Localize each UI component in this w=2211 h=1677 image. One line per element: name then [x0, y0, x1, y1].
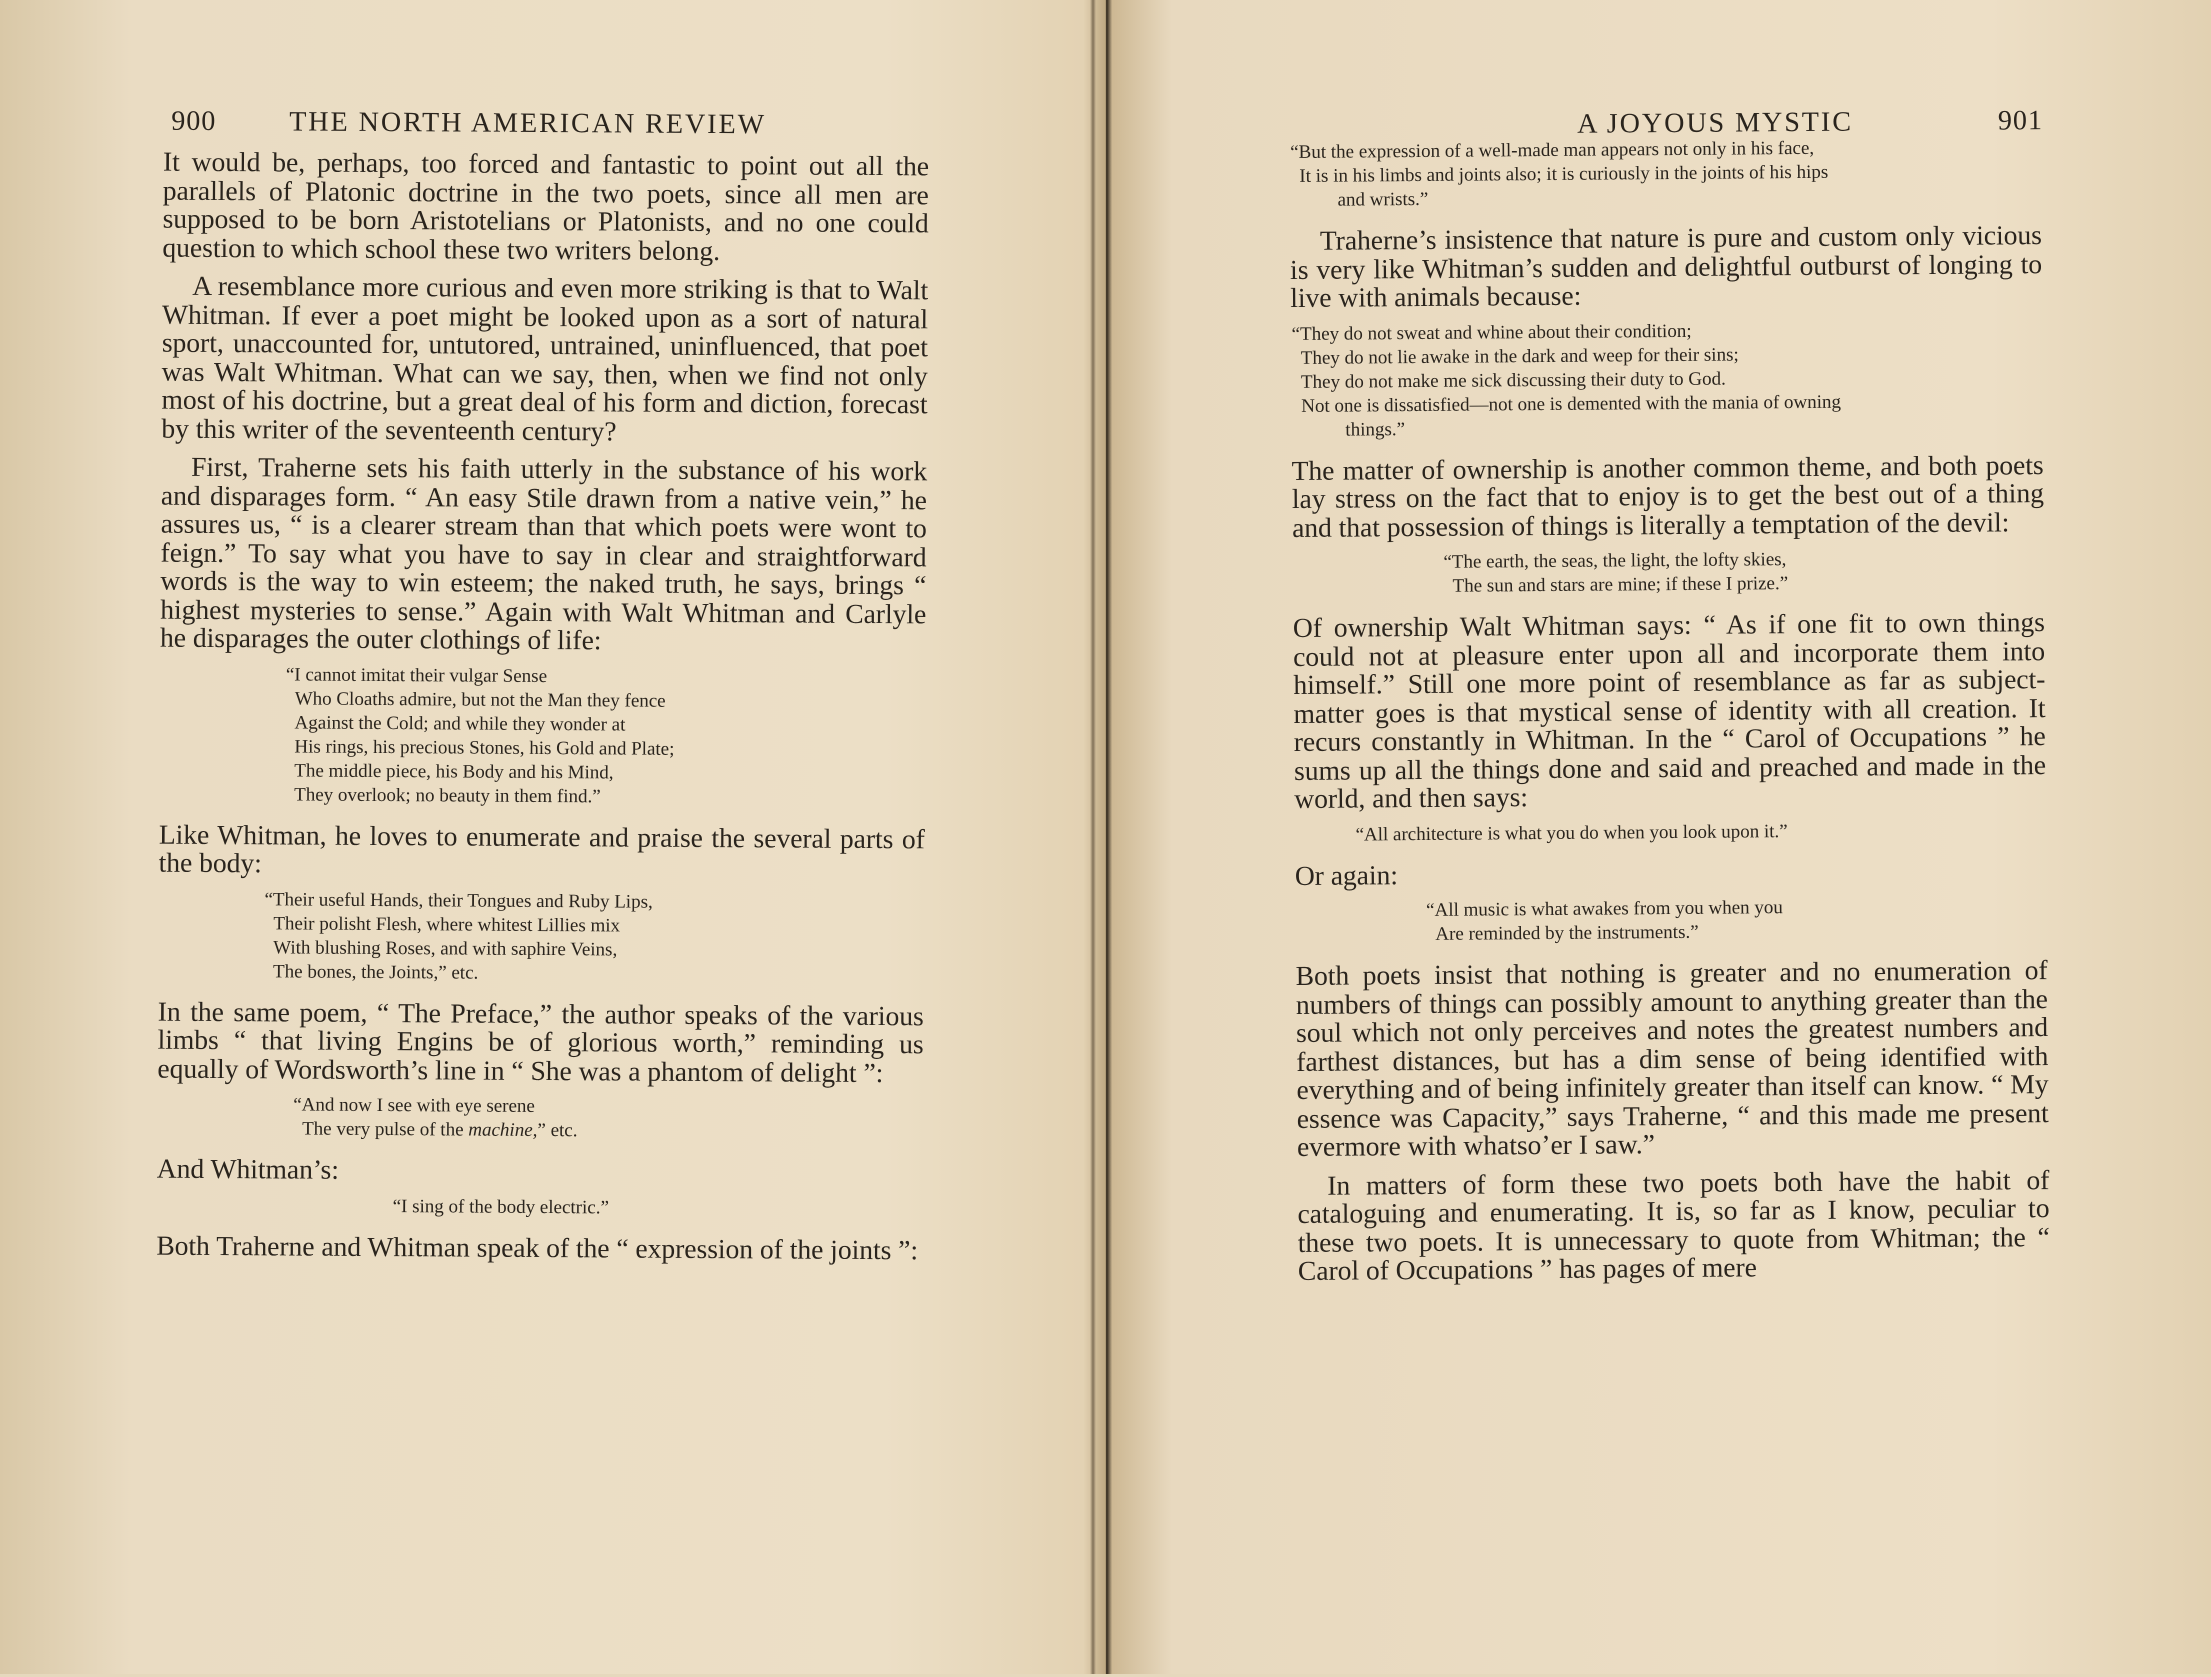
verse-quote — [1426, 894, 2047, 947]
verse-quote — [1290, 135, 2042, 213]
verse-line: “They do not sweat and whine about their condition; — [1291, 320, 1692, 345]
right-page — [1282, 0, 2075, 1677]
verse-line: Not one is dissatisfied—not one is demented with the mania of owning — [1301, 391, 1842, 417]
verse-line: They do not lie awake in the dark and weep for their sins; — [1300, 343, 1739, 369]
left-running-head — [149, 106, 939, 147]
left-page-number: 900 — [171, 105, 217, 137]
right-running-title: A JOYOUS MYSTIC — [1577, 106, 1854, 140]
paragraph: Both poets insist that nothing is greater and no enumeration of numbers of things can possibly amount to anything greater than the soul which not only perceives and notes the greatest numbers and farthest distances, but has a dim sense of being identified with everything and of being infinitely greater than itself can know. “ My essence was Capacity,” says Traherne, “ and this made me present evermore with whatso’er I saw.” — [1295, 954, 2049, 1162]
verse-line: They do not make me sick discussing their duty to God. — [1300, 368, 1726, 393]
verse-text: The very pulse of the — [302, 1118, 469, 1141]
paragraph: Traherne’s insistence that nature is pure and custom only vicious is very like Whitman’s sudden and delightful outburst of longing to live with animals because: — [1289, 219, 2043, 314]
verse-line: things.” — [1345, 418, 1406, 441]
verse-line: “All music is what awakes from you when you — [1426, 897, 1783, 921]
paragraph: Of ownership Walt Whitman says: “ As if one fit to own things could not at pleasure enter upon all and incorporate them into himself.” Still one more point of resemblance as far as subject-matter goes is that mystical sense of identity with all creation. It recurs constantly in Whitman. In the “ Carol of Occupations ” he sums up all the things done and said and preached and made in the world, and then says: — [1292, 606, 2047, 814]
left-body-text — [156, 145, 930, 1275]
paragraph: A resemblance more curious and even more striking is that to Walt Whitman. If ever a poet might be looked upon as a sort of natural sport, unaccounted for, untutored, untrained, uninfluenced, that poet was Walt Whitman. What can we say, then, when we find not only most of his doctrine, but a great deal of his form and diction, forecast by this writer of the seventeenth century? — [161, 269, 929, 446]
right-body-text — [1289, 135, 2050, 1295]
verse-line: Their polisht Flesh, where whitest Lillies mix — [273, 912, 621, 936]
paragraph: It would be, perhaps, too forced and fantastic to point out all the parallels of Platonic doctrine in the two poets, since all men are supposed to be born Aristotelians or Platonists, and no one could question to which school these two writers belong. — [162, 145, 930, 266]
verse-line: “The earth, the seas, the light, the lofty skies, — [1443, 549, 1787, 573]
verse-line: The middle piece, his Body and his Mind, — [294, 759, 614, 783]
verse-line: “But the expression of a well-made man appears not only in his face, — [1290, 137, 1815, 164]
right-page-number: 901 — [1997, 105, 2044, 137]
paragraph: Or again: — [1294, 858, 1399, 891]
verse-line: “Their useful Hands, their Tongues and Ruby Lips, — [264, 888, 653, 913]
verse-quote — [1355, 818, 2046, 847]
verse-quote — [392, 1195, 923, 1222]
verse-line: The bones, the Joints,” etc. — [272, 960, 479, 984]
verse-line: “I cannot imitat their vulgar Sense — [285, 663, 548, 687]
verse-line: It is in his limbs and joints also; it is curiously in the joints of his hips — [1299, 161, 1829, 187]
verse-line — [302, 1118, 923, 1146]
book-gutter — [1090, 0, 1096, 1674]
verse-line: “I sing of the body electric.” — [392, 1195, 610, 1218]
verse-line: With blushing Roses, and with saphire Veins, — [273, 936, 618, 960]
paragraph: And Whitman’s: — [156, 1152, 340, 1185]
paragraph: Both Traherne and Whitman speak of the “ expression of the joints ”: — [156, 1229, 919, 1265]
left-running-title: THE NORTH AMERICAN REVIEW — [289, 106, 767, 141]
paragraph: The matter of ownership is another common theme, and both poets lay stress on the fact that to enjoy is to get the best out of a thing and that possession of things is literally a temptation of the devil: — [1291, 448, 2045, 543]
verse-line: They overlook; no beauty in them find.” — [294, 783, 601, 807]
verse-line: “All architecture is what you do when you look upon it.” — [1355, 820, 1788, 846]
verse-quote — [264, 888, 925, 988]
verse-emphasis: machine, — [468, 1119, 538, 1141]
verse-line: Against the Cold; and while they wonder at — [294, 711, 626, 736]
verse-quote — [285, 663, 926, 811]
left-page — [140, 0, 940, 1676]
verse-quote — [1443, 546, 2044, 599]
paragraph: First, Traherne sets his faith utterly in the substance of his work and disparages form. “ An easy Stile drawn from a native vein,” he assures us, “ is a clearer stream than that which poets were wont to feign.” To say what you have to say in clear and straightforward words is the way to win esteem; the naked truth, he says, brings “ highest mysteries to sense.” Again with Walt Whitman and Carlyle he disparages the outer clothings of life: — [160, 450, 928, 656]
verse-quote — [1291, 317, 2044, 443]
verse-line: “And now I see with eye serene — [293, 1094, 535, 1117]
verse-line: The sun and stars are mine; if these I prize.” — [1452, 573, 1789, 597]
verse-quote — [293, 1094, 923, 1146]
verse-line: Are reminded by the instruments.” — [1435, 921, 1699, 945]
verse-line: Who Cloaths admire, but not the Man they fence — [294, 687, 666, 712]
verse-text: ” etc. — [537, 1119, 578, 1142]
verse-line: His rings, his precious Stones, his Gold and Plate; — [294, 735, 675, 760]
paragraph: Like Whitman, he loves to enumerate and praise the several parts of the body: — [158, 818, 925, 879]
paragraph: In matters of form these two poets both have the habit of cataloguing and enumerating. It is, so far as I know, peculiar to these two poets. It is unnecessary to quote from Whitman; the “ Carol of Occupations ” has pages of mere — [1297, 1163, 2050, 1286]
verse-line: and wrists.” — [1337, 188, 1429, 211]
paragraph: In the same poem, “ The Preface,” the author speaks of the various limbs “ that living Engins be of glorious worth,” reminding us equally of Wordsworth’s line in “ She was a phantom of delight ”: — [157, 995, 924, 1088]
